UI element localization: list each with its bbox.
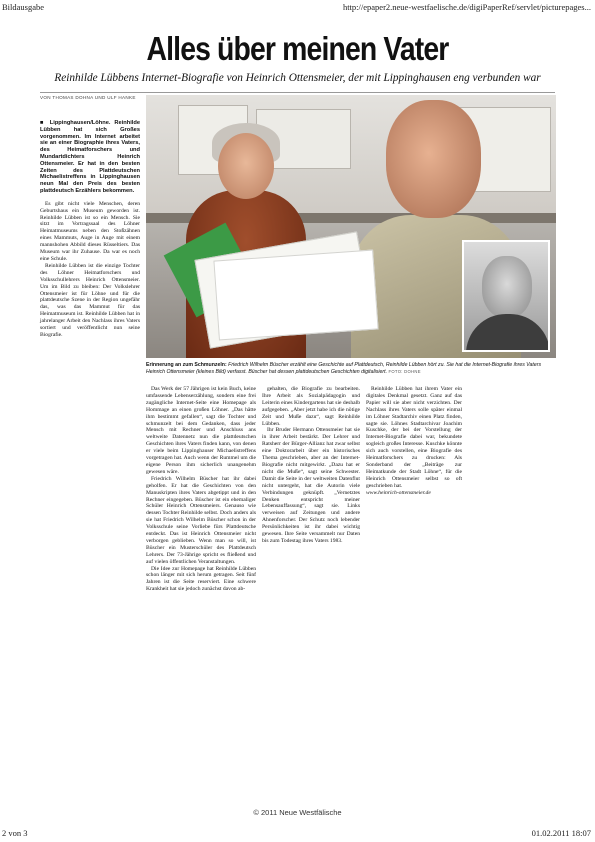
article-column-4 [366, 386, 462, 497]
browser-url[interactable]: http://epaper2.neue-westfaelische.de/digiPaperRef/servlet/picturepages... [342, 2, 591, 12]
subhead: Reinhilde Lübbens Internet-Biografie von Heinrich Ottensmeier, der mit Lippinghausen eng verbunden war [54, 72, 541, 84]
article-column-3 [262, 386, 360, 545]
paragraph: Die Idee zur Homepage hat Reinhilde Lübben schon länger mit sich herum getragen. Seit fünf Jahren ist die Seite reserviert. Eine schwere Krankheit hat sie jedoch zunächst davon ab- [146, 565, 256, 593]
article-photo [146, 95, 556, 358]
caption-lead: Erinnerung an zum Schmunzeln: [146, 362, 227, 368]
caption-text: Friedrich Wilhelm Büscher erzählt eine Geschichte auf Plattdeutsch, Reinhilde Lübben hört zu. Sie hat die Internet-Biografie ihres Vaters Heinrich Ottensmeier (kleines Bild) verfasst. Büscher hat dessen plattdeutschen Geschichten digitalisiert. [146, 362, 542, 375]
paragraph: Es gibt nicht viele Menschen, deren Geburtshaus ein Museum geworden ist. Reinhilde Lübben ist so ein Mensch. Sie sitzt im Vortragssaal des Löhner Heimatmuseums neben den Stoßzähnen eines Mammuts, Auge in Auge mit einem mannshohen Abbild dieses Rüsseltiers. Das Museum war ihr Zuhause. Da war es noch eine Schule. [40, 200, 140, 263]
browser-footer [0, 827, 595, 841]
copyright: © 2011 Neue Westfälische [253, 808, 342, 817]
divider [40, 92, 555, 93]
paragraph: gehalten, die Biografie zu bearbeiten. Ihre Arbeit als Sozialpädagogin und Leiterin eines Kindergartens hat sie deshalb aufgegeben. „Aber jetzt habe ich die nötige Zeit und Muße dazu“, sagt Reinhilde Lübben. [262, 386, 360, 427]
byline: VON THOMAS DOHNA UND ULF HANKE [40, 95, 136, 100]
website-link[interactable]: www.heinrich-ottensmeier.de [366, 489, 431, 496]
paragraph: Friedrich Wilhelm Büscher hat ihr dabei geholfen. Er hat die Geschichten von den Manuskripten ihres Vaters abgetippt und in den Rechner eingegeben. Büscher ist ein ehemaliger Schüler Heinrich Ottensmeiers. Genauso wie dessen Tochter Reinhilde selbst. Doch anders als sie hat Friedrich Wilhelm Büscher schon in der Volksschule seine Vorliebe fürs Plattdeutsche entdeckt. Das ist Heinrich Ottensmeier nicht verborgen geblieben. Wenn man so will, ist Büscher ein Musterschüler des Plattdeutsch Lehrers. Der 73-Jährige spricht es fließend und auf vielen öffentlichen Veranstaltungen. [146, 475, 256, 565]
headline: Alles über meinen Vater [146, 30, 449, 67]
browser-header [0, 0, 595, 14]
browser-title: Bildausgabe [2, 2, 45, 12]
page-count: 2 von 3 [2, 828, 28, 838]
photo-caption [146, 362, 556, 375]
lead-paragraph: ■ Lippinghausen/Löhne. Reinhilde Lübben hat sich Großes vorgenommen. Im Internet arbeitet sie an einer Biographie ihres Vaters, des Heimatforschers und Mundartdichters Heinrich Ottensmeier. Er hat in den besten Zeiten des Plattdeutschen Michaelistreffens in Lippinghausen neun Mal den Preis des besten plattdeutsch Erzählers bekommen. [40, 120, 140, 194]
paragraph: Reinhilde Lübben ist die einzige Tochter des Löhner Heimatforschers und Volksschullehrers Heinrich Ottensmeier. Um im Bild zu bleiben: Der Volkslehrer Ottensmeier ist für Löhne und für die plattdeutsche Szene in der Region ungefähr das, was das Mammut für das Heimatmuseum ist. Reinhilde Lübben hat in jahrelanger Arbeit den Nachlass ihres Vaters sortiert und veröffentlicht nun seine Biografie. [40, 262, 140, 338]
inset-portrait [462, 240, 550, 352]
photo-woman-face [218, 133, 274, 199]
inset-portrait-face [482, 256, 532, 318]
photo-credit: FOTO: DOHNE [388, 368, 421, 374]
photo-papers [213, 250, 378, 341]
article-column-2 [146, 386, 256, 593]
paragraph: Ihr Bruder Hermann Ottensmeier hat sie in ihrer Arbeit bestärkt. Der Lehrer und Ratsherr der Bürger-Allianz hat zwar selbst eine Doktorarbeit über ein historisches Thema geschrieben, aber an der Internet-Biografie nicht mitgewirkt. „Dazu hat er nicht die Muße“, sagt seine Schwester. Damit die Seite in der weltweiten Datenflut nicht untergeht, hat die Autorin viele Verbindungen geknüpft. „Vernetztes Denken entspricht meiner Lebensauffassung“, sagt sie. Links verweisen auf Zeitungen und andere Ahnenforscher. Der Schutz noch lebender Persönlichkeiten ist ihr dabei wichtig gewesen. Ihre Seite versammelt nur Daten bis zum Todestag ihres Vaters 1983. [262, 427, 360, 544]
photo-man-face [386, 100, 481, 218]
print-datetime: 01.02.2011 18:07 [531, 828, 591, 838]
paragraph: Das Werk der 57 Jährigen ist kein Buch, keine umfassende Lebenserzählung, sondern eine frei zugängliche Internet-Seite eine Homepage als Hommage an einen großen Löhner. „Das hätte ihm bestimmt gefallen“, sagt die Tochter und schmunzelt bei dem Gedanken, dass jeder Mensch mit Rechner und Anschluss ans weltweite Datennetz nun die plattdeutschen Geschichten ihres Vaters finden kann, von denen er viele beim Lippinghauser Michaelistreffens vorgetragen hat. Auch wenn der Rummel um die eigene Person ihm sicherlich unangenehm gewesen wäre. [146, 386, 256, 475]
inset-portrait-suit [466, 314, 550, 352]
paragraph: Reinhilde Lübben hat ihrem Vater ein digitales Denkmal gesetzt. Ganz auf das Papier will sie aber nicht verzichten. Der Nachlass ihres Vaters solle später einmal im Löhner Stadtarchiv einen Platz finden, sagte sie. Löhnes Stadtarchivar Joachim Kuschke, der bei der Vorstellung der Internet-Biografie dabei war, bekundete sogleich großes Interesse. Kuschke könnte sich auch vorstellen, eine Biografie des Heimatforschers zu drucken: Als Sonderband der „Beiträge zur Heimatkunde der Stadt Löhne“, für die Heinrich Ottensmeier selbst so oft geschrieben hat. [366, 386, 462, 489]
article-column-1 [40, 120, 140, 339]
